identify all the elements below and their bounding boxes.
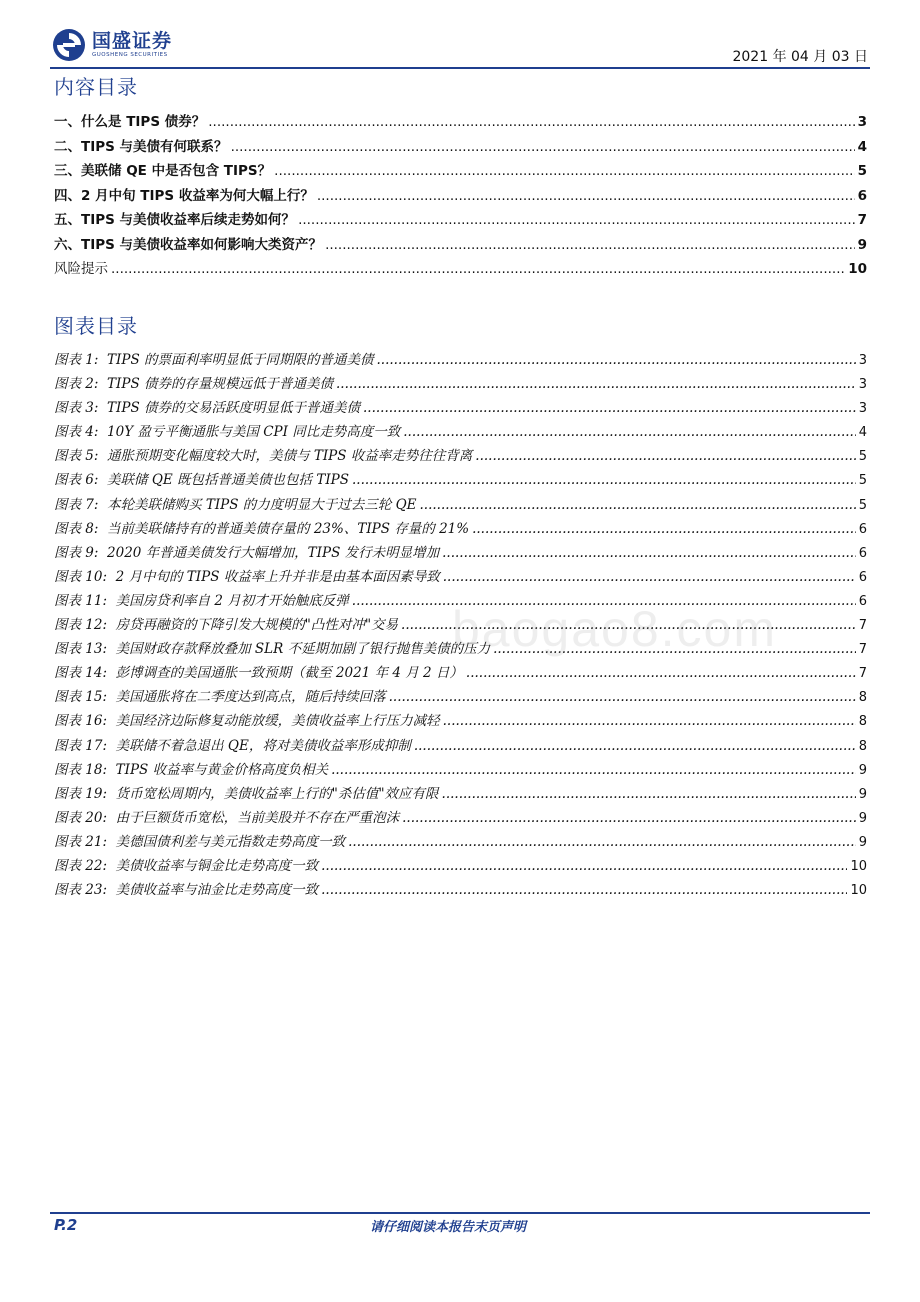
toc-entry[interactable] [54, 396, 867, 420]
dot-leader [403, 424, 855, 440]
toc-page-number: 3 [858, 353, 867, 368]
toc-entry-label [54, 110, 205, 130]
toc-entry-text: 美债收益率与铜金比走势高度一致 [115, 857, 319, 874]
toc-entry-label [54, 444, 472, 464]
figure-number: 图表 7: [54, 496, 99, 513]
dot-leader [331, 762, 856, 778]
toc-entry[interactable] [54, 661, 867, 685]
toc-entry-label [54, 257, 108, 277]
toc-entry-label [54, 758, 328, 778]
dot-leader [298, 212, 855, 228]
toc-page-number: 9 [858, 810, 867, 826]
figure-number: 图表 14: [54, 665, 108, 682]
figure-number: 图表 17: [54, 737, 108, 754]
toc-entry-text: 10Y 盈亏平衡通胀与美国 CPI 同比走势高度一致 [107, 424, 401, 441]
dot-leader [443, 569, 856, 585]
toc-entry-label [54, 208, 295, 228]
toc-page-number: 9 [858, 786, 867, 802]
page-number: P.2 [54, 1216, 78, 1234]
figure-number: 图表 9: [54, 544, 99, 561]
toc-entry[interactable] [54, 782, 867, 806]
toc-page-number: 9 [858, 834, 867, 850]
toc-entry-text: 美联储不着急退出 QE，将对美债收益率形成抑制 [115, 737, 411, 754]
toc-entry-text: 货币宽松周期内，美债收益率上行的"杀估值"效应有限 [115, 785, 439, 802]
logo-en-text: GUOSHENG SECURITIES [92, 52, 168, 58]
toc-page-number: 6 [858, 593, 867, 609]
figure-number: 图表 21: [54, 833, 108, 850]
toc-entry[interactable] [54, 878, 867, 902]
figure-number: 图表 16: [54, 713, 108, 730]
dot-leader [442, 545, 856, 561]
toc-entry-label [54, 420, 400, 440]
dot-leader [389, 689, 856, 705]
dot-leader [363, 400, 856, 416]
toc-page-number: 7 [858, 642, 867, 658]
toc-entry[interactable] [54, 541, 867, 565]
toc-entry[interactable] [54, 444, 867, 468]
toc-entry-text: 美德国债利差与美元指数走势高度一致 [115, 833, 346, 850]
toc-entry[interactable] [54, 110, 867, 135]
toc-entry[interactable] [54, 420, 867, 444]
figure-number: 图表 10: [54, 568, 108, 585]
toc-entry-label [54, 159, 271, 179]
toc-entry-label [54, 878, 318, 898]
toc-entry-label [54, 734, 411, 754]
watermark: baogao8.com [452, 601, 778, 657]
toc-page-number: 9 [857, 236, 867, 253]
toc-entry-label [54, 372, 333, 392]
toc-entry-text: 美国财政存款释放叠加 SLR 不延期加剧了银行抛售美债的压力 [115, 641, 491, 658]
contents-list [54, 110, 867, 282]
toc-entry-text: 彭博调查的美国通胀一致预期（截至 2021 年 4 月 2 日） [115, 665, 463, 682]
toc-page-number: 8 [858, 738, 867, 754]
dot-leader [420, 497, 856, 513]
figure-number: 图表 2: [54, 376, 99, 393]
dot-leader [466, 665, 856, 681]
toc-entry-label [54, 589, 349, 609]
toc-entry[interactable] [54, 685, 867, 709]
toc-entry-label [54, 233, 322, 253]
toc-entry-label [54, 613, 398, 633]
guosheng-logo-icon [52, 28, 86, 62]
dot-leader [336, 376, 856, 392]
toc-entry-label [54, 541, 439, 561]
toc-page-number: 6 [858, 569, 867, 585]
toc-page-number: 9 [858, 762, 867, 778]
dot-leader [321, 882, 847, 898]
dot-leader [231, 139, 855, 155]
toc-entry[interactable] [54, 372, 867, 396]
contents-title: 内容目录 [54, 75, 138, 99]
toc-entry-label [54, 830, 345, 850]
toc-entry[interactable] [54, 734, 867, 758]
figure-number: 图表 6: [54, 472, 99, 489]
toc-entry-text: 二、TIPS 与美债有何联系？ [54, 138, 228, 155]
dot-leader [208, 114, 854, 130]
toc-entry[interactable] [54, 468, 867, 492]
toc-page-number: 4 [857, 138, 867, 155]
report-date: 2021 年 04 月 03 日 [732, 49, 868, 65]
logo-cn-text: 国盛证券 [92, 30, 173, 52]
toc-entry[interactable] [54, 709, 867, 733]
dot-leader [352, 472, 856, 488]
figure-number: 图表 19: [54, 785, 108, 802]
toc-page-number: 3 [857, 114, 867, 130]
toc-entry-label [54, 184, 314, 204]
dot-leader [111, 261, 845, 277]
toc-entry-label [54, 348, 374, 368]
toc-entry-text: 房贷再融资的下降引发大规模的"凸性对冲"交易 [115, 617, 399, 634]
toc-entry-label [54, 517, 469, 537]
figure-number: 图表 15: [54, 689, 108, 706]
toc-page-number: 5 [857, 163, 867, 179]
toc-entry-label [54, 661, 463, 681]
company-logo [52, 28, 172, 62]
figure-number: 图表 12: [54, 617, 108, 634]
toc-entry[interactable] [54, 854, 867, 878]
toc-entry-text: 美债收益率与油金比走势高度一致 [115, 882, 319, 899]
toc-entry-label [54, 709, 440, 729]
toc-page-number: 8 [858, 690, 867, 706]
figure-number: 图表 13: [54, 641, 108, 658]
page-header [50, 26, 870, 70]
figure-number: 图表 22: [54, 857, 108, 874]
toc-entry-text: 美国经济边际修复动能放缓，美债收益率上行压力减轻 [115, 713, 440, 730]
toc-entry-label [54, 685, 386, 705]
toc-entry[interactable] [54, 565, 867, 589]
toc-entry-text: 美联储 QE 既包括普通美债也包括 TIPS [107, 472, 349, 489]
toc-page-number: 7 [858, 666, 867, 682]
toc-entry[interactable] [54, 348, 867, 372]
toc-entry-text: 由于巨额货币宽松，当前美股并不存在严重泡沫 [115, 809, 400, 826]
toc-entry-text: TIPS 债券的存量规模远低于普通美债 [107, 376, 333, 393]
figure-number: 图表 1: [54, 352, 99, 368]
figure-number: 图表 4: [54, 424, 99, 441]
toc-entry[interactable] [54, 135, 867, 160]
figure-number: 图表 20: [54, 809, 108, 826]
toc-entry-text: 三、美联储 QE 中是否包含 TIPS？ [54, 163, 272, 179]
toc-page-number: 10 [848, 261, 867, 277]
toc-page-number: 3 [858, 377, 867, 393]
dot-leader [274, 163, 854, 179]
toc-page-number: 7 [858, 618, 867, 634]
toc-page-number: 8 [858, 714, 867, 730]
dot-leader [321, 858, 847, 874]
toc-page-number: 6 [858, 521, 867, 537]
dot-leader [402, 810, 856, 826]
toc-entry[interactable] [54, 493, 867, 517]
toc-page-number: 5 [858, 497, 867, 513]
toc-entry-text: 通胀预期变化幅度较大时，美债与 TIPS 收益率走势往往背离 [107, 448, 473, 465]
toc-entry-text: TIPS 债券的交易活跃度明显低于普通美债 [107, 400, 360, 417]
toc-entry-label [54, 854, 318, 874]
dot-leader [475, 448, 855, 464]
toc-entry-text: 一、什么是 TIPS 债券？ [54, 114, 206, 130]
figure-number: 图表 5: [54, 448, 99, 465]
dot-leader [325, 237, 855, 253]
figure-number: 图表 11: [54, 592, 108, 609]
toc-entry[interactable] [54, 257, 867, 282]
toc-entry[interactable] [54, 208, 867, 233]
toc-page-number: 10 [850, 883, 867, 899]
toc-entry-text: 美国房贷利率自 2 月初才开始触底反弹 [115, 592, 349, 609]
figure-number: 图表 18: [54, 761, 108, 778]
toc-entry-text: 本轮美联储购买 TIPS 的力度明显大于过去三轮 QE [107, 496, 417, 513]
toc-entry-text: 四、2 月中旬 TIPS 收益率为何大幅上行？ [54, 187, 314, 204]
toc-entry-label [54, 493, 417, 513]
toc-page-number: 10 [850, 858, 867, 874]
figure-number: 图表 3: [54, 400, 99, 417]
toc-entry-label [54, 806, 399, 826]
toc-entry[interactable] [54, 806, 867, 830]
toc-page-number: 5 [858, 449, 867, 465]
toc-entry-text: 风险提示 [54, 261, 108, 277]
dot-leader [443, 713, 856, 729]
toc-page-number: 6 [857, 187, 867, 204]
dot-leader [442, 786, 856, 802]
toc-page-number: 5 [858, 473, 867, 489]
figure-number: 图表 23: [54, 882, 108, 899]
toc-entry-text: 五、TIPS 与美债收益率后续走势如何？ [54, 212, 296, 228]
toc-page-number: 4 [858, 425, 867, 441]
toc-entry-text: TIPS 收益率与黄金价格高度负相关 [115, 761, 329, 778]
dot-leader [348, 834, 856, 850]
toc-entry-text: TIPS 的票面利率明显低于同期限的普通美债 [107, 352, 374, 368]
toc-entry-label [54, 782, 439, 802]
disclaimer-note: 请仔细阅读本报告末页声明 [370, 1220, 527, 1235]
toc-entry[interactable] [54, 758, 867, 782]
toc-entry-text: 美国通胀将在二季度达到高点，随后持续回落 [115, 689, 386, 706]
dot-leader [317, 188, 855, 204]
toc-entry[interactable] [54, 159, 867, 184]
dot-leader [472, 521, 856, 537]
toc-entry-text: 2020 年普通美债发行大幅增加，TIPS 发行未明显增加 [107, 544, 440, 561]
figures-title: 图表目录 [54, 314, 138, 338]
toc-entry-label [54, 637, 490, 657]
toc-entry-text: 六、TIPS 与美债收益率如何影响大类资产？ [54, 236, 323, 253]
toc-entry[interactable] [54, 233, 867, 258]
toc-entry[interactable] [54, 830, 867, 854]
toc-entry-label [54, 135, 228, 155]
toc-entry[interactable] [54, 517, 867, 541]
dot-leader [414, 738, 856, 754]
dot-leader [377, 352, 856, 368]
toc-entry[interactable] [54, 184, 867, 209]
header-divider [50, 67, 870, 69]
toc-entry-label [54, 565, 440, 585]
toc-entry-text: 2 月中旬的 TIPS 收益率上升并非是由基本面因素导致 [115, 568, 440, 585]
toc-page-number: 6 [858, 545, 867, 561]
toc-entry-label [54, 396, 360, 416]
toc-page-number: 3 [858, 401, 867, 417]
footer-divider [50, 1212, 870, 1214]
toc-entry-text: 当前美联储持有的普通美债存量的 23%、TIPS 存量的 21% [107, 520, 470, 537]
toc-page-number: 7 [857, 212, 867, 228]
toc-entry-label [54, 468, 349, 488]
figure-number: 图表 8: [54, 520, 99, 537]
